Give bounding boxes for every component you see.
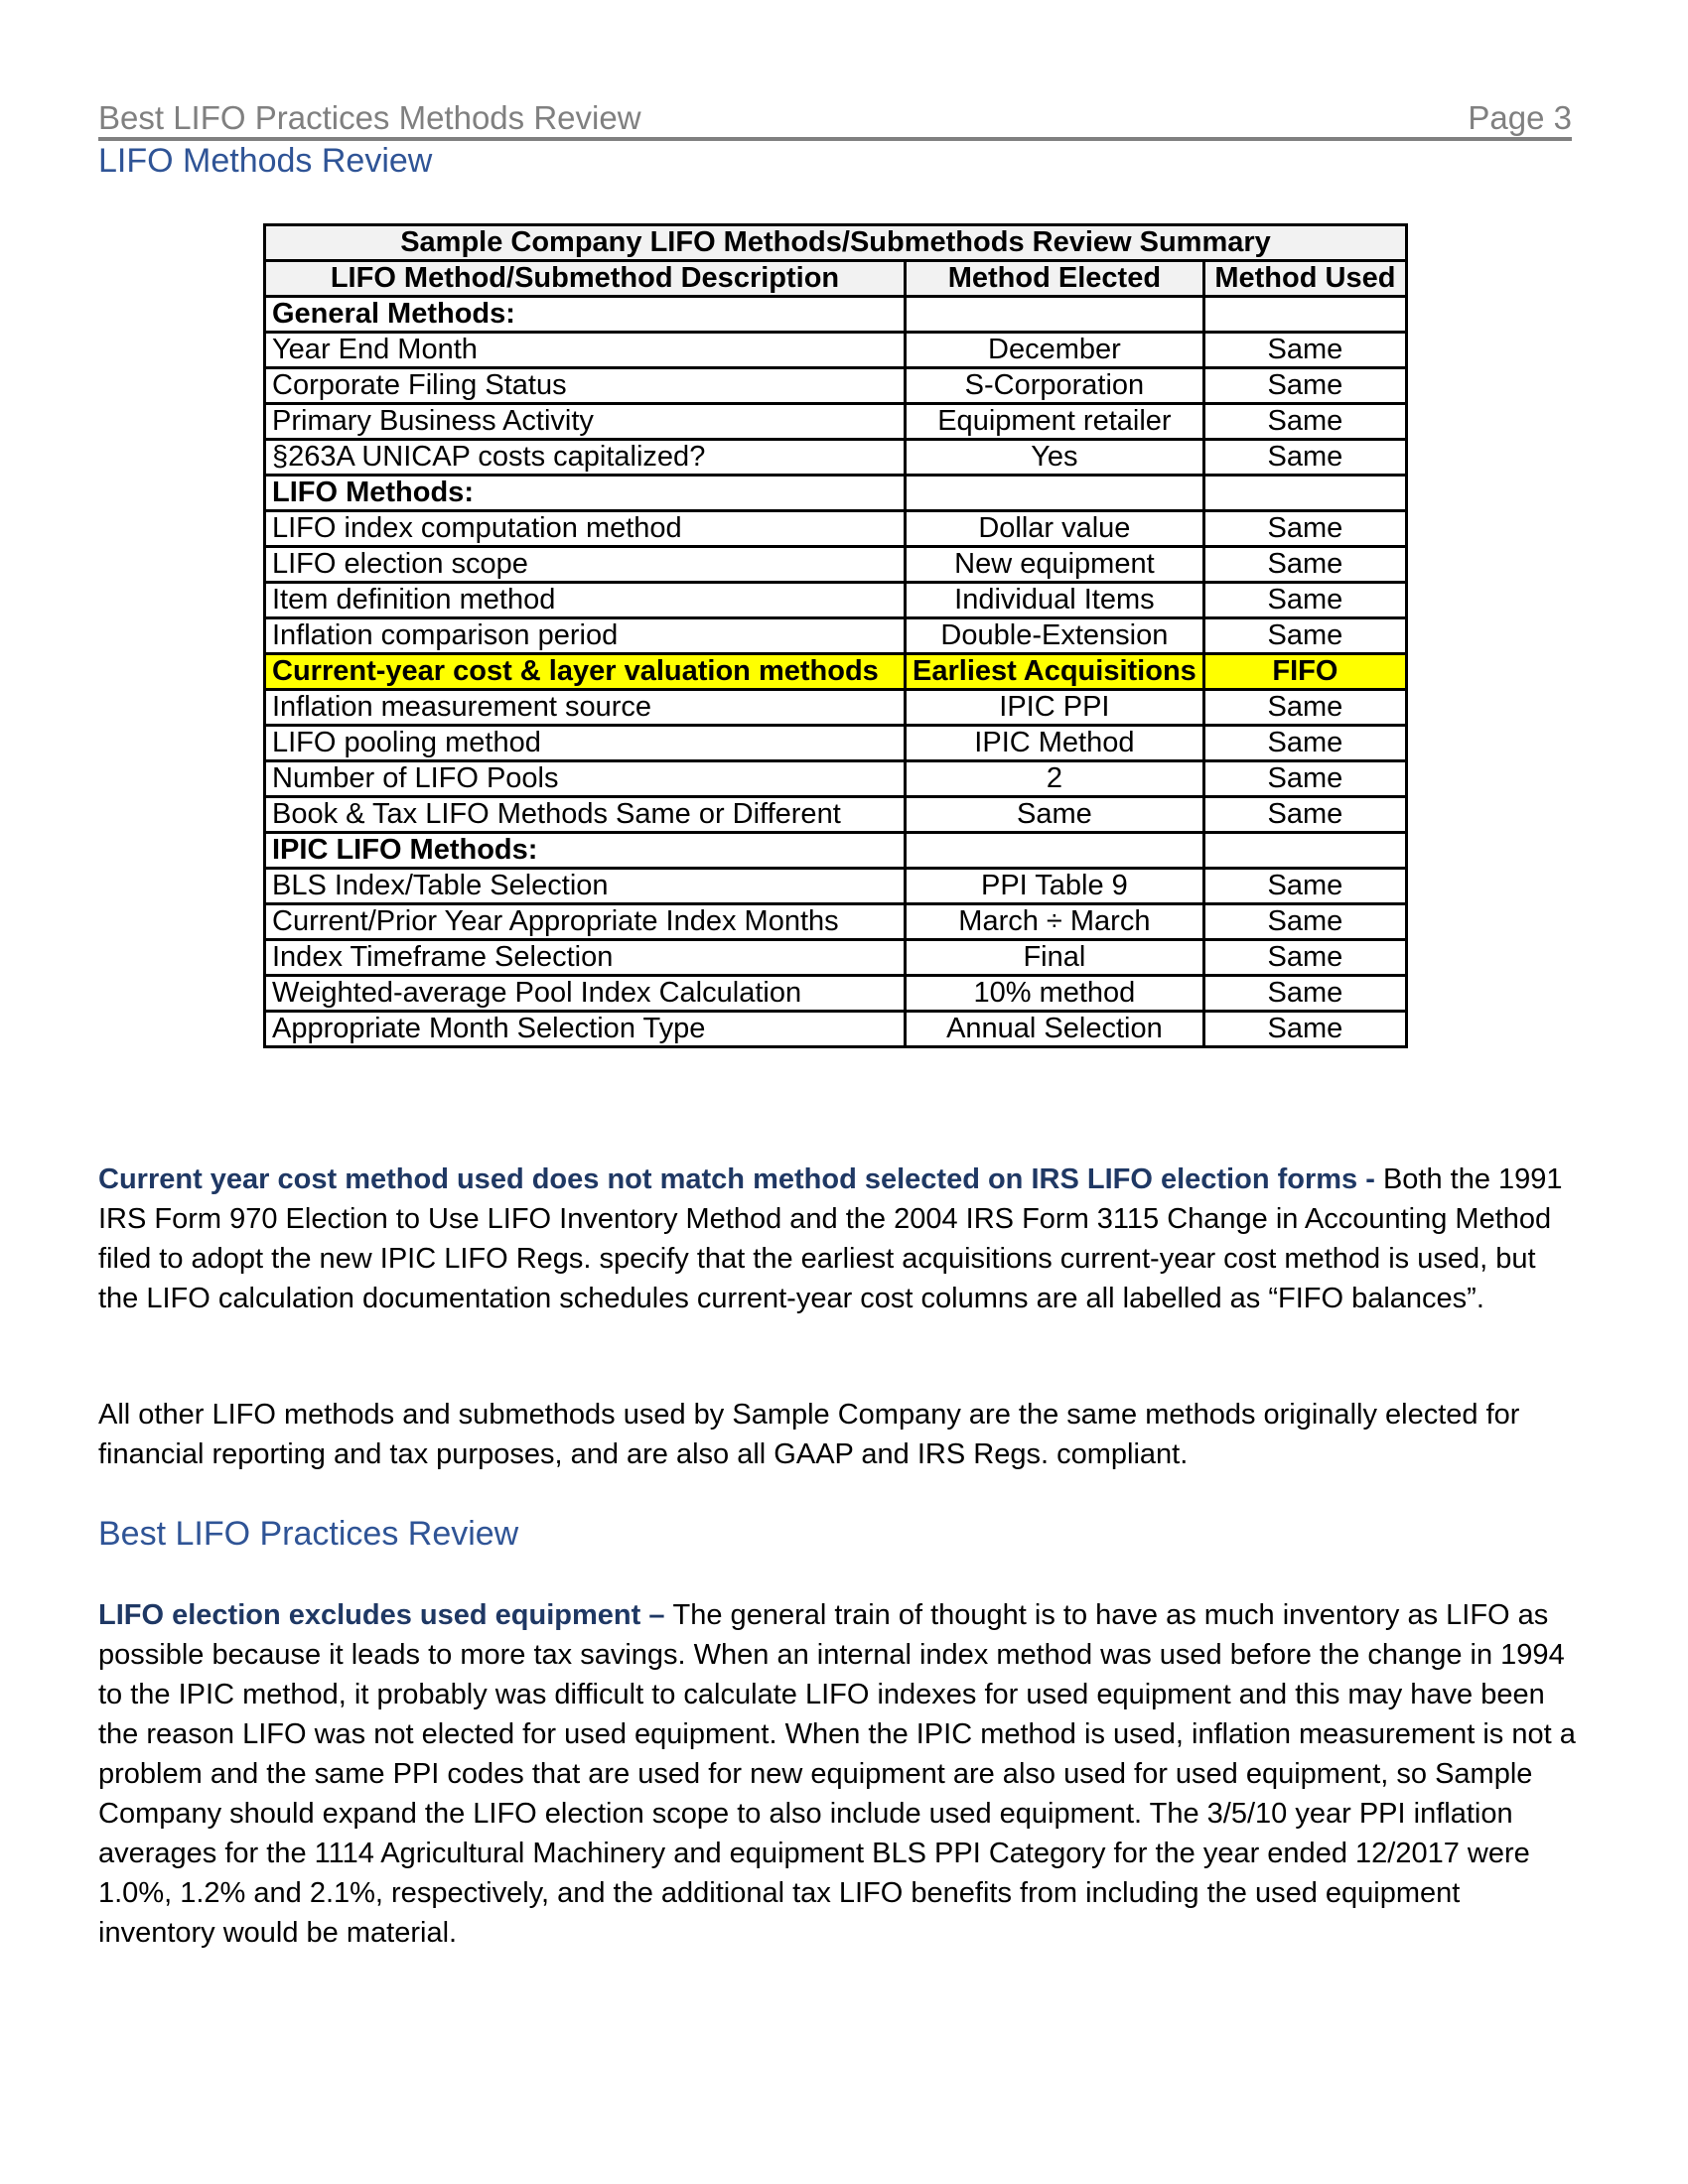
cell-description: Item definition method [265,583,906,618]
cell-description: Corporate Filing Status [265,368,906,404]
cell-method-used: Same [1203,1012,1406,1047]
cell-method-used: Same [1203,940,1406,976]
cell-method-elected: IPIC Method [906,726,1204,761]
cell-description: Weighted-average Pool Index Calculation [265,976,906,1012]
header-title: Best LIFO Practices Methods Review [98,99,641,136]
cell-description: Appropriate Month Selection Type [265,1012,906,1047]
cell-method-used: FIFO [1203,654,1406,690]
cell-description: Current-year cost & layer valuation methods [265,654,906,690]
cell-method-used: Same [1203,511,1406,547]
cell-method-used: Same [1203,618,1406,654]
table-row [265,797,1407,833]
table-section-row [265,476,1407,511]
column-header-used: Method Used [1203,261,1406,297]
cell-method-used: Same [1203,368,1406,404]
cell-method-used [1203,476,1406,511]
paragraph-lead: Current year cost method used does not match method selected on IRS LIFO election forms - [98,1163,1383,1195]
cell-description: BLS Index/Table Selection [265,869,906,904]
cell-method-used: Same [1203,976,1406,1012]
cell-description: §263A UNICAP costs capitalized? [265,440,906,476]
cell-description: Index Timeframe Selection [265,940,906,976]
cell-description: Inflation measurement source [265,690,906,726]
cell-description: Book & Tax LIFO Methods Same or Different [265,797,906,833]
table-row [265,547,1407,583]
cell-method-used: Same [1203,797,1406,833]
cell-description: Year End Month [265,333,906,368]
cell-method-elected: PPI Table 9 [906,869,1204,904]
cell-method-elected: 10% method [906,976,1204,1012]
cell-method-elected [906,833,1204,869]
cell-method-used [1203,833,1406,869]
page-number: Page 3 [1468,99,1572,136]
methods-summary-table [263,223,1408,1048]
table-row-highlighted [265,654,1407,690]
cell-method-used: Same [1203,690,1406,726]
cell-method-used: Same [1203,904,1406,940]
column-header-elected: Method Elected [906,261,1204,297]
cell-method-used: Same [1203,404,1406,440]
cell-description: IPIC LIFO Methods: [265,833,906,869]
cell-description: LIFO Methods: [265,476,906,511]
table-section-row [265,297,1407,333]
paragraph-other-methods [98,1395,1578,1474]
cell-description: Number of LIFO Pools [265,761,906,797]
paragraph-text: Both the 1991 IRS Form 970 Election to Use LIFO Inventory Method and the 2004 IRS Form 3115 Change in Accounting Method filed to adopt the new IPIC LIFO Regs. specify that the earliest acquisitions current-year cost method is used, but the LIFO calculation documentation schedules current-year cost columns are all labelled as “FIFO balances”. [98,1163,1563,1314]
table-row [265,976,1407,1012]
table-row [265,940,1407,976]
cell-description: Current/Prior Year Appropriate Index Months [265,904,906,940]
table-title: Sample Company LIFO Methods/Submethods Review Summary [265,225,1407,261]
cell-method-elected [906,297,1204,333]
cell-description: Primary Business Activity [265,404,906,440]
table-section-row [265,833,1407,869]
cell-method-elected: Dollar value [906,511,1204,547]
table-row [265,440,1407,476]
cell-method-elected: Individual Items [906,583,1204,618]
table-row [265,333,1407,368]
cell-method-elected: March ÷ March [906,904,1204,940]
table-header-row [265,261,1407,297]
cell-description: LIFO index computation method [265,511,906,547]
table-row [265,618,1407,654]
cell-method-elected: S-Corporation [906,368,1204,404]
cell-method-elected: Equipment retailer [906,404,1204,440]
paragraph-text: All other LIFO methods and submethods used by Sample Company are the same methods originally elected for financial reporting and tax purposes, and are also all GAAP and IRS Regs. compliant. [98,1399,1520,1470]
table-row [265,761,1407,797]
cell-description: Inflation comparison period [265,618,906,654]
table-row [265,583,1407,618]
page-header [98,99,1572,141]
cell-description: General Methods: [265,297,906,333]
cell-method-elected: IPIC PPI [906,690,1204,726]
paragraph-cost-method [98,1160,1578,1318]
table-title-row [265,225,1407,261]
cell-method-elected: December [906,333,1204,368]
cell-method-used: Same [1203,440,1406,476]
table-row [265,726,1407,761]
cell-method-used: Same [1203,583,1406,618]
section-heading-lifo-methods: LIFO Methods Review [98,142,433,180]
cell-method-elected: Same [906,797,1204,833]
column-header-description: LIFO Method/Submethod Description [265,261,906,297]
cell-method-elected: 2 [906,761,1204,797]
cell-method-elected: Double-Extension [906,618,1204,654]
table-row [265,404,1407,440]
cell-method-used: Same [1203,547,1406,583]
table-row [265,368,1407,404]
cell-description: LIFO pooling method [265,726,906,761]
cell-method-used: Same [1203,761,1406,797]
cell-method-elected: Annual Selection [906,1012,1204,1047]
paragraph-used-equipment [98,1595,1578,1953]
cell-method-elected: Final [906,940,1204,976]
cell-description: LIFO election scope [265,547,906,583]
cell-method-used: Same [1203,333,1406,368]
cell-method-elected: New equipment [906,547,1204,583]
table-row [265,904,1407,940]
table-row [265,1012,1407,1047]
cell-method-used: Same [1203,869,1406,904]
cell-method-used [1203,297,1406,333]
table-row [265,869,1407,904]
cell-method-elected [906,476,1204,511]
table-row [265,690,1407,726]
cell-method-used: Same [1203,726,1406,761]
cell-method-elected: Earliest Acquisitions [906,654,1204,690]
paragraph-lead: LIFO election excludes used equipment – [98,1599,673,1631]
section-heading-best-practices: Best LIFO Practices Review [98,1515,519,1553]
table-row [265,511,1407,547]
paragraph-text: The general train of thought is to have as much inventory as LIFO as possible because it leads to more tax savings. When an internal index method was used before the change in 1994 to the IPIC method, it probably was difficult to calculate LIFO indexes for used equipment and this may have been the reason LIFO was not elected for used equipment. When the IPIC method is used, inflation measurement is not a problem and the same PPI codes that are used for new equipment are also used for used equipment, so Sample Company should expand the LIFO election scope to also include used equipment. The 3/5/10 year PPI inflation averages for the 1114 Agricultural Machinery and equipment BLS PPI Category for the year ended 12/2017 were 1.0%, 1.2% and 2.1%, respectively, and the additional tax LIFO benefits from including the used equipment inventory would be material. [98,1599,1576,1949]
cell-method-elected: Yes [906,440,1204,476]
